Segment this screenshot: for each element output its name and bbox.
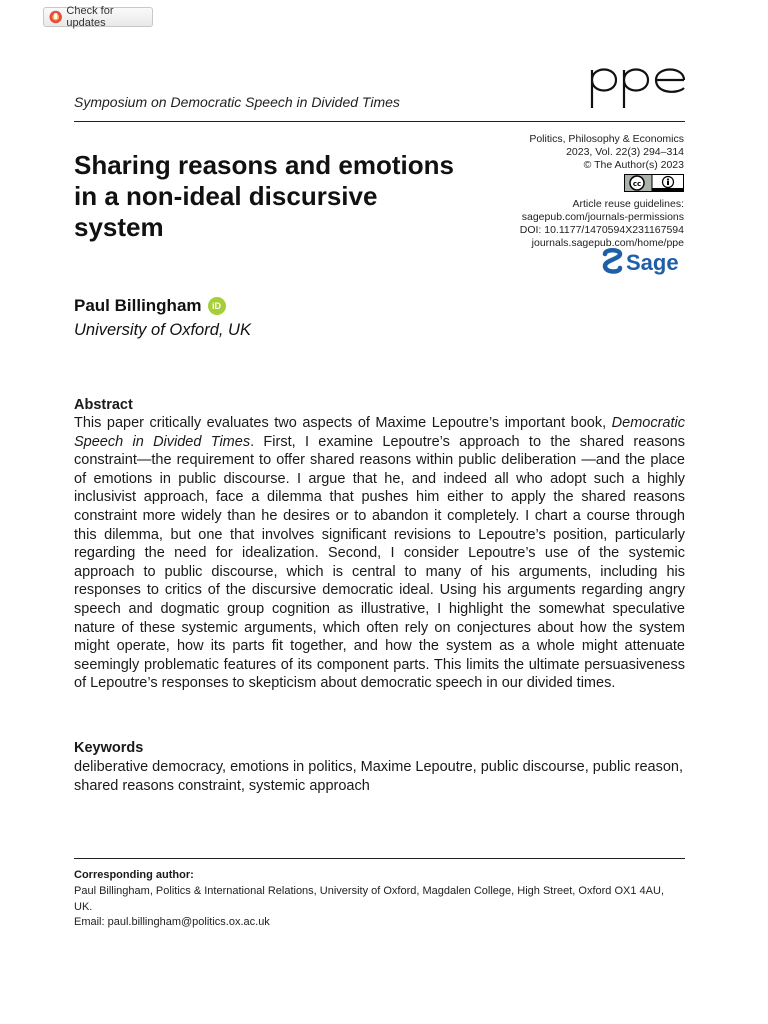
doi-link[interactable]: DOI: 10.1177/1470594X231167594 [519,224,684,236]
symposium-heading: Symposium on Democratic Speech in Divided Times [74,94,400,110]
corresponding-author-details [74,884,685,931]
journal-homepage-link[interactable]: journals.sagepub.com/home/ppe [531,237,684,249]
sage-logo-icon [602,248,686,276]
svg-text:Sage: Sage [626,250,679,275]
abstract-body: . First, I examine Lepoutre’s approach to the shared reasons constraint—the requirement to offer shared reasons within public deliberation —and the place of emotions in public discourse. I argue that he, and indeed all who adopt such a highly inclusivist approach, face a dilemma that pushes him either to apply the shared reasons constraint more widely than he desires or to abandon it completely. I chart a course through this dilemma, but one that involves significant revisions to Lepoutre’s position, particularly regarding the need for idealization. Second, I consider Lepoutre’s use of the systemic approach to public discourse, which is central to many of his arguments, including his responses to critics of the discursive democratic ideal. Using his arguments regarding angry speech and dogmatic group cognition as illustrative, I highlight the somewhat speculative nature of these systemic arguments, which often rely on conjectures about how the system might operate, how its parts fit together, and how the system as a whole might attenuate seemingly problematic features of its component parts. This limits the ultimate persuasiveness of Lepoutre’s responses to skepticism about democratic speech in our divided times. [74,433,686,692]
keywords-text: deliberative democracy, emotions in politics, Maxime Lepoutre, public discourse, public reason, shared reasons constraint, systemic approach [74,759,684,794]
check-for-updates-button[interactable] [43,7,153,27]
svg-text:cc: cc [632,180,642,188]
check-updates-label: Check for updates [66,5,114,29]
author-name[interactable]: Paul Billingham [74,296,202,315]
reuse-label: Article reuse guidelines: [572,198,684,210]
journal-name: Politics, Philosophy & Economics [529,133,684,145]
reuse-link[interactable]: sagepub.com/journals-permissions [521,211,684,223]
abstract-heading: Abstract [74,397,133,413]
article-title: Sharing reasons and emotions in a non-ideal discursive system [74,150,454,242]
cc-by-license-icon[interactable] [624,174,684,192]
corresponding-author-heading: Corresponding author: [74,869,194,881]
abstract-intro: This paper critically evaluates two aspects of Maxime Lepoutre’s important book, [74,415,612,431]
copyright-line: © The Author(s) 2023 [583,159,684,171]
author-affiliation: University of Oxford, UK [74,321,251,339]
header-rule [74,121,685,122]
ppe-logo-icon [588,58,688,110]
keywords-heading: Keywords [74,740,144,756]
corresponding-address: Paul Billingham, Politics & International Relations, University of Oxford, Magdalen College, High Street, Oxford OX1 4AU, UK. [74,885,664,913]
orcid-icon[interactable]: iD [208,297,226,315]
journal-volume: 2023, Vol. 22(3) 294–314 [566,146,684,158]
corresponding-email[interactable]: Email: paul.billingham@politics.ox.ac.uk [74,916,270,928]
book-title: Democratic Speech in Divided Times [74,415,685,450]
author-line [74,296,226,316]
abstract-text [74,414,685,693]
journal-meta [480,133,684,250]
footnote-rule [74,858,685,859]
check-updates-icon [49,10,62,24]
